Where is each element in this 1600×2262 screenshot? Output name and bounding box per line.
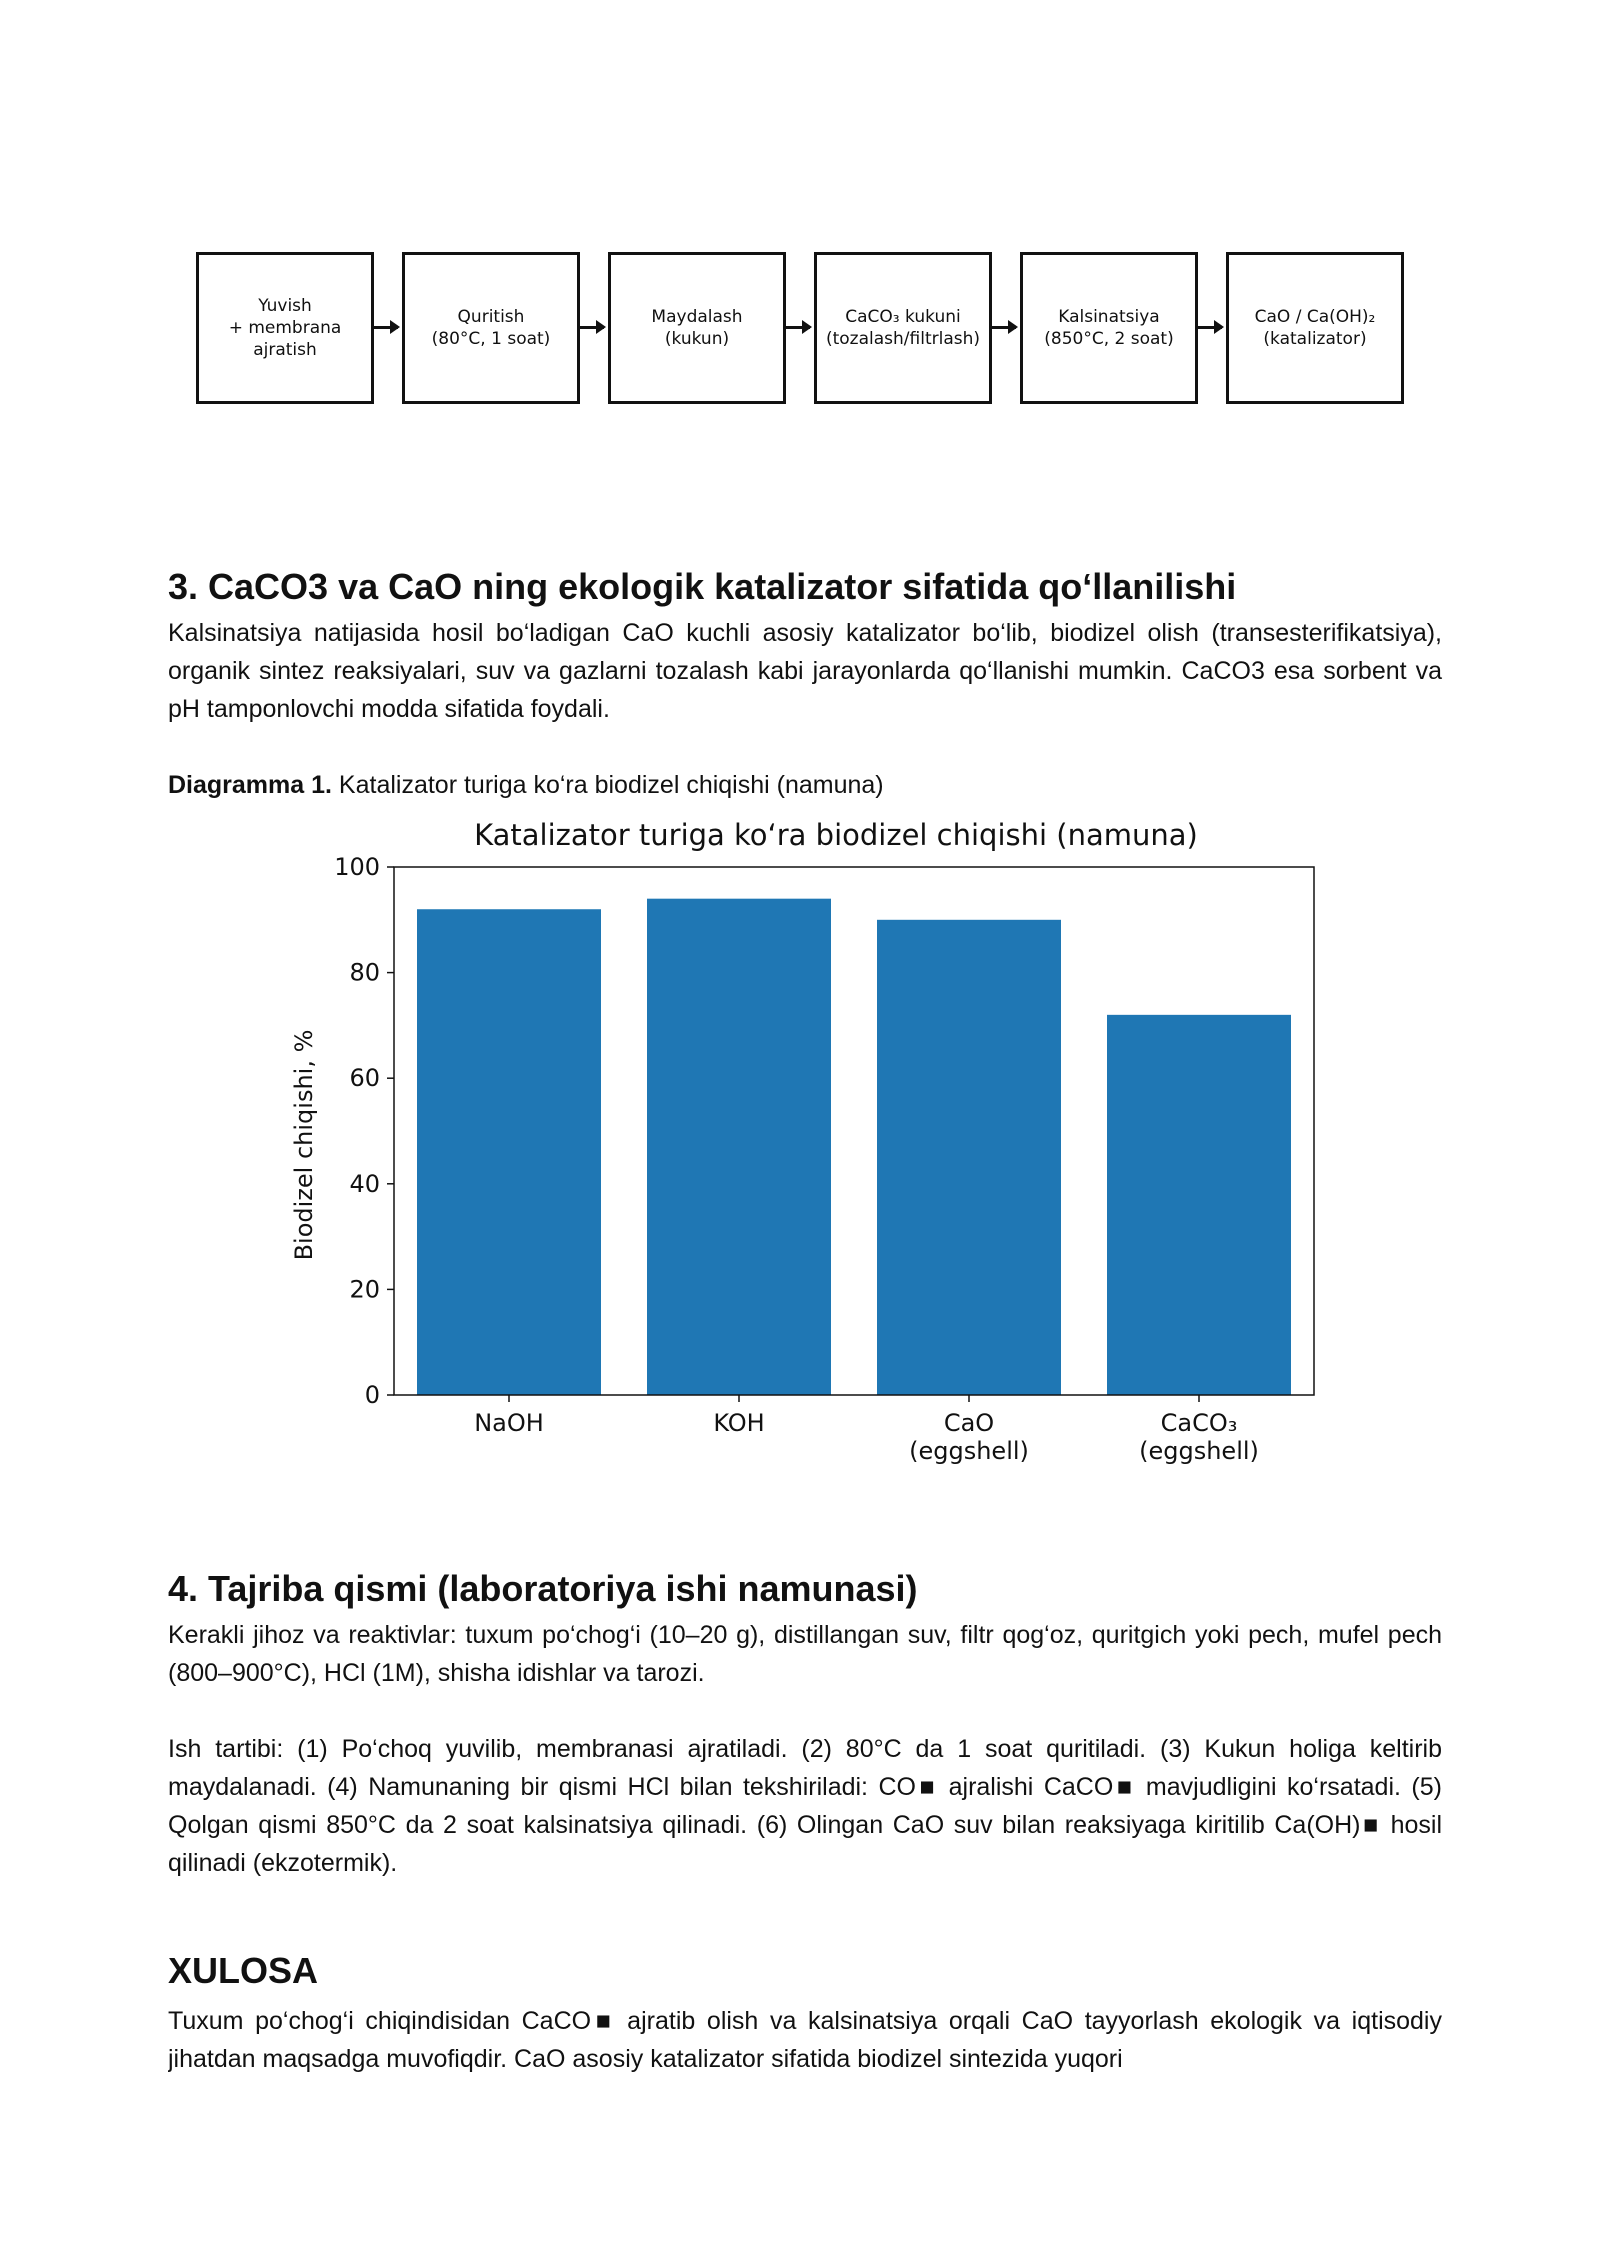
figure-caption-text: Katalizator turiga ko‘ra biodizel chiqishi (namuna) <box>338 771 884 799</box>
chart-bar <box>1107 1015 1291 1395</box>
chart-y-axis-label: Biodizel chiqishi, % <box>290 1029 318 1261</box>
y-tick-label: 60 <box>349 1064 380 1093</box>
figure-caption <box>168 766 1442 804</box>
chart-bar <box>877 920 1061 1395</box>
flow-arrow <box>786 326 810 329</box>
y-tick-label: 80 <box>349 958 380 987</box>
x-tick-label: CaCO₃ (eggshell) <box>1139 1409 1259 1465</box>
flow-step-catalyst: CaO / Ca(OH)₂ (katalizator) <box>1226 252 1404 404</box>
flow-step-caco3: CaCO₃ kukuni (tozalash/filtrlash) <box>814 252 992 404</box>
flow-step-grind: Maydalash (kukun) <box>608 252 786 404</box>
flow-arrow <box>374 326 398 329</box>
flow-step-wash: Yuvish + membrana ajratish <box>196 252 374 404</box>
section-4 <box>168 1568 1442 1882</box>
chart-bar <box>647 899 831 1395</box>
section-3-heading: 3. CaCO3 va CaO ning ekologik katalizator sifatida qo‘llanilishi <box>168 566 1237 607</box>
flow-step-calcination: Kalsinatsiya (850°C, 2 soat) <box>1020 252 1198 404</box>
y-tick-label: 0 <box>364 1381 380 1409</box>
y-tick-label: 40 <box>349 1169 380 1198</box>
section-3-body: Kalsinatsiya natijasida hosil bo‘ladigan CaO kuchli asosiy katalizator bo‘lib, biodizel olish (transesterifikatsiya), organik sintez reaksiyalari, suv va gazlarni tozalash kabi jarayonlarda qo‘llanishi mumkin. CaCO3 esa sorbent va pH tamponlovchi modda sifatida foydali. <box>168 619 1442 723</box>
bar-chart <box>270 815 1330 1495</box>
chart-bar <box>417 909 601 1395</box>
x-tick-label: CaO (eggshell) <box>909 1409 1029 1465</box>
section-4-procedure: Ish tartibi: (1) Po‘choq yuvilib, membranasi ajratiladi. (2) 80°C da 1 soat quritiladi. (3) Kukun holiga keltirib maydalanadi. (4) Namunaning bir qismi HCl bilan tekshiriladi: CO■ ajralishi CaCO■ mavjudligini ko‘rsatadi. (5) Qolgan qismi 850°C da 2 soat kalsinatsiya qilinadi. (6) Olingan CaO suv bilan reaksiyaga kiritilib Ca(OH)■ hosil qilinadi (ekzotermik). <box>168 1735 1442 1877</box>
section-4-heading: 4. Tajriba qismi (laboratoriya ishi namunasi) <box>168 1568 918 1609</box>
y-tick-label: 100 <box>334 853 380 881</box>
section-3 <box>168 566 1442 728</box>
x-tick-label: NaOH <box>474 1409 544 1437</box>
y-tick-label: 20 <box>349 1275 380 1304</box>
section-4-equipment: Kerakli jihoz va reaktivlar: tuxum po‘chog‘i (10–20 g), distillangan suv, filtr qog‘oz, quritgich yoki pech, mufel pech (800–900°C), HCl (1M), shisha idishlar va tarozi. <box>168 1621 1442 1687</box>
flow-arrow <box>992 326 1016 329</box>
process-flow-diagram <box>196 252 1416 408</box>
figure-label: Diagramma 1. <box>168 771 332 799</box>
conclusion-body: Tuxum po‘chog‘i chiqindisidan CaCO■ ajratib olish va kalsinatsiya orqali CaO tayyorlash ekologik va iqtisodiy jihatdan maqsadga muvofiqdir. CaO asosiy katalizator sifatida biodizel sintezida yuqori <box>168 2007 1442 2073</box>
x-tick-label: KOH <box>713 1409 765 1437</box>
flow-step-dry: Quritish (80°C, 1 soat) <box>402 252 580 404</box>
flow-arrow <box>580 326 604 329</box>
conclusion-section <box>168 1950 1442 2078</box>
flow-arrow <box>1198 326 1222 329</box>
conclusion-heading: XULOSA <box>168 1950 319 1991</box>
chart-title: Katalizator turiga ko‘ra biodizel chiqishi (namuna) <box>474 818 1198 852</box>
